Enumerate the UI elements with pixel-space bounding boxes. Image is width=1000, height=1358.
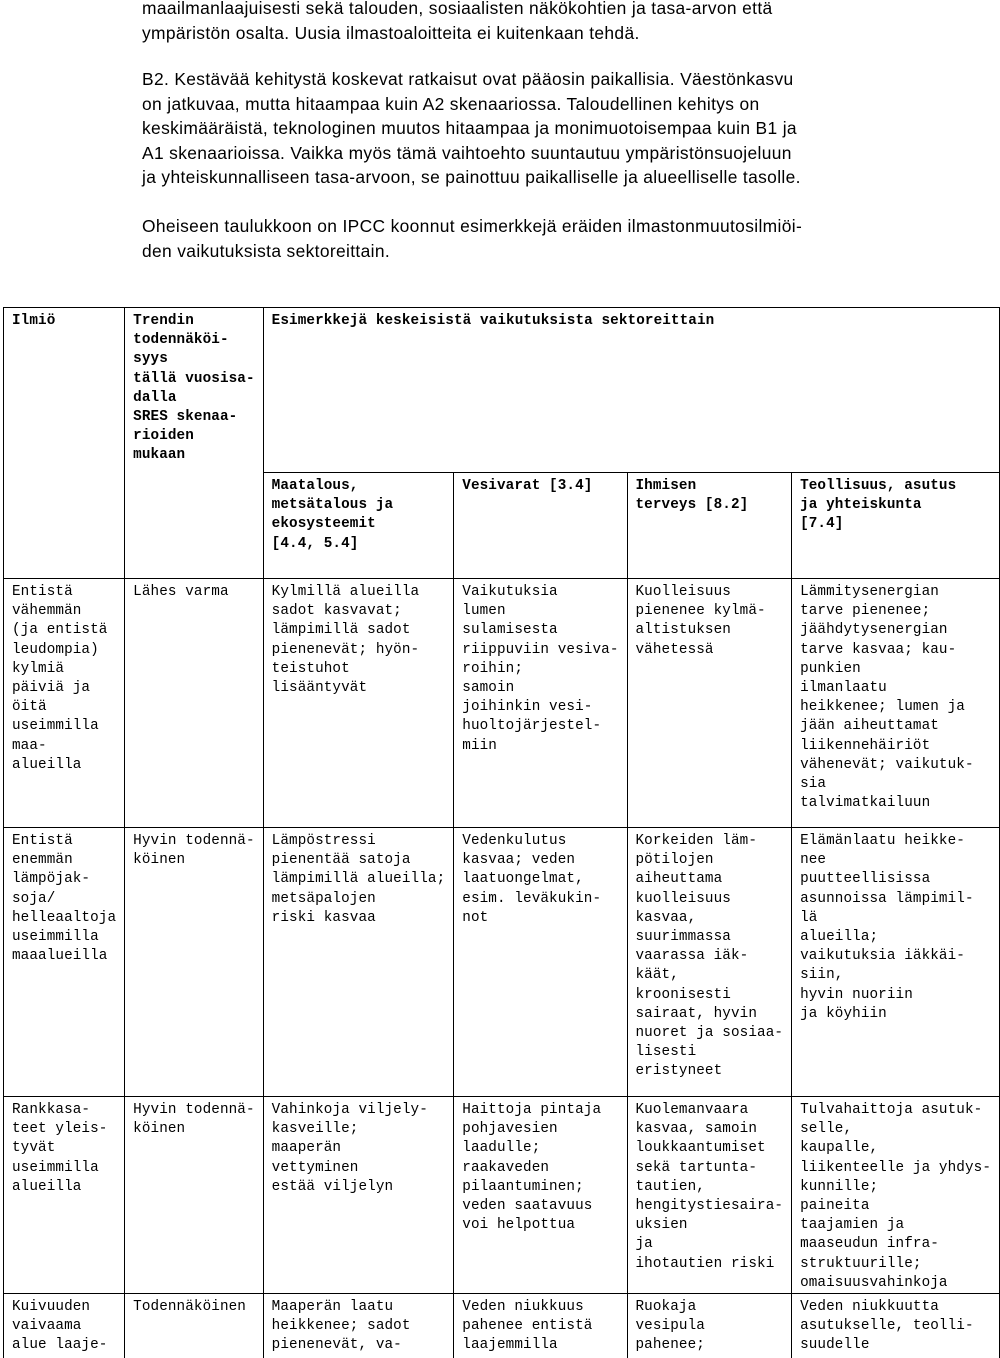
row-health	[627, 579, 792, 828]
cell-line: Elämänlaatu heikke-	[800, 833, 965, 849]
row-health	[627, 1097, 792, 1294]
cell-line: Hyvin todennä-	[133, 833, 255, 849]
cell-line: Teollisuus, asutus	[800, 478, 957, 494]
cell-line: kuolleisuus	[635, 890, 731, 907]
cell-line: useimmilla	[12, 929, 99, 946]
text-line: B2. Kestävää kehitystä koskevat ratkaisut ovat pääosin paikallisia. Väestönkasvu	[142, 69, 794, 89]
cell-line: raakaveden	[462, 1159, 550, 1176]
text-line: maailmanlaajuisesti sekä talouden, sosiaalisten näkökohtien ja tasa-arvon että	[142, 0, 773, 18]
cell-line: Haittoja pintaja	[462, 1102, 602, 1118]
cell-line: Veden niukkuus	[462, 1299, 584, 1316]
cell-line: eristyneet	[635, 1063, 723, 1080]
cell-line: uksien	[635, 1217, 688, 1234]
cell-line: punkien	[800, 660, 861, 677]
cell-line: vähetessä	[635, 641, 714, 658]
header-examples	[263, 308, 999, 473]
cell-line: suudelle	[800, 1337, 870, 1354]
cell-line: Rankkasa-	[12, 1102, 91, 1118]
cell-line: kasvaa,	[635, 909, 697, 926]
cell-line: vesipula	[635, 1318, 705, 1335]
cell-line: Hyvin todennä-	[133, 1102, 255, 1118]
cell-line: sulamisesta	[462, 622, 558, 639]
cell-line: esim. leväkukin-	[462, 890, 602, 907]
cell-line: lumen	[462, 603, 506, 620]
cell-line: riippuviin vesiva-	[462, 641, 619, 658]
cell-line: Lähes varma	[133, 584, 229, 600]
row-agriculture	[263, 1294, 454, 1358]
cell-line: jään aiheuttamat	[800, 718, 939, 735]
cell-line: pienentää satoja	[271, 852, 411, 869]
row-likelihood	[125, 1294, 264, 1358]
cell-line: useimmilla	[12, 718, 99, 735]
cell-line: lämpimillä alueilla;	[271, 871, 446, 888]
cell-line: terveys [8.2]	[635, 497, 749, 514]
sector-water	[454, 473, 627, 579]
cell-line: Kuivuuden	[12, 1299, 91, 1316]
row-industry	[792, 828, 1000, 1097]
row-agriculture	[263, 828, 454, 1097]
row-water	[454, 1294, 627, 1358]
cell-line: Lämmitysenergian	[800, 584, 939, 600]
cell-line: alueilla	[12, 1178, 82, 1195]
header-blank-2	[125, 473, 264, 579]
cell-line: lämpöjak-	[12, 871, 91, 888]
cell-line: Entistä	[12, 584, 73, 600]
row-phenomenon	[4, 1097, 125, 1294]
cell-line: öitä	[12, 699, 47, 716]
row-agriculture	[263, 1097, 454, 1294]
cell-line: metsäpalojen	[271, 890, 376, 907]
row-phenomenon	[4, 1294, 125, 1358]
cell-line: kroonisesti	[635, 986, 731, 1003]
cell-line: lä	[800, 909, 818, 926]
cell-line: mukaan	[133, 447, 186, 464]
cell-line: teet yleis-	[12, 1121, 108, 1138]
cell-line: kasvaa; veden	[462, 852, 576, 869]
text-line: A1 skenaarioissa. Vaikka myös tämä vaihtoehto suuntautuu ympäristönsuojeluun	[142, 142, 792, 163]
cell-line: rioiden	[133, 428, 194, 445]
cell-line: roihin;	[462, 660, 524, 677]
cell-line: maaseudun infra-	[800, 1236, 939, 1253]
cell-line: lisesti	[635, 1044, 697, 1061]
cell-line: selle,	[800, 1121, 853, 1138]
table-row	[4, 828, 1000, 1097]
row-phenomenon	[4, 579, 125, 828]
cell-line: heikkenee; lumen ja	[800, 699, 965, 716]
cell-line: Tulvahaittoja asutuk-	[800, 1102, 983, 1118]
cell-line: not	[462, 909, 489, 926]
cell-line: sairaat, hyvin	[635, 1005, 758, 1022]
cell-line: joihinkin vesi-	[462, 699, 593, 716]
cell-line: käät,	[635, 967, 679, 984]
cell-line: huoltojärjestel-	[462, 718, 602, 735]
cell-line: [4.4, 5.4]	[271, 535, 359, 552]
row-water	[454, 828, 627, 1097]
cell-line: aiheuttama	[635, 871, 723, 888]
cell-line: soja/	[12, 890, 56, 907]
cell-line: Kuolleisuus	[635, 584, 731, 600]
cell-line: tällä vuosisa-	[133, 370, 255, 387]
cell-line: miin	[462, 737, 497, 754]
cell-line: köinen	[133, 852, 186, 869]
cell-line: Maatalous,	[271, 478, 359, 494]
cell-line: päiviä ja	[12, 680, 91, 697]
row-health	[627, 828, 792, 1097]
intro-paragraph-3	[142, 214, 932, 263]
cell-line: laadulle;	[462, 1140, 541, 1157]
cell-line: liikennehäiriöt	[800, 737, 931, 754]
cell-line: taajamien ja	[800, 1217, 905, 1234]
cell-line: puutteellisissa	[800, 871, 931, 888]
cell-line: pohjavesien	[462, 1121, 558, 1138]
sector-agriculture	[263, 473, 454, 579]
cell-line: liikenteelle ja yhdys-	[800, 1159, 992, 1176]
cell-line: Vedenkulutus	[462, 833, 567, 849]
cell-line: maaperän	[271, 1140, 342, 1157]
cell-line: kasveille;	[271, 1121, 359, 1138]
row-industry	[792, 579, 1000, 828]
cell-line: Esimerkkejä keskeisistä vaikutuksista sektoreittain	[271, 313, 715, 329]
cell-line: Vaikutuksia	[462, 584, 558, 600]
cell-line: Kylmillä alueilla	[271, 584, 420, 600]
cell-line: nee	[800, 852, 827, 869]
cell-line: Ilmiö	[12, 313, 56, 329]
cell-line: syys	[133, 351, 168, 368]
cell-line: hengitystiesaira-	[635, 1198, 784, 1215]
cell-line: helleaaltoja	[12, 909, 117, 926]
text-line: ja yhteiskunnalliseen tasa-arvoon, se painottuu paikalliselle ja alueelliselle tasolle.	[142, 167, 801, 187]
header-phenomenon	[4, 308, 125, 473]
cell-line: Vesivarat [3.4]	[462, 478, 593, 494]
cell-line: riski kasvaa	[271, 909, 376, 926]
cell-line: lämpimillä sadot	[271, 622, 411, 639]
cell-line: heikkenee; sadot	[271, 1318, 411, 1335]
row-industry	[792, 1097, 1000, 1294]
cell-line: nuoret ja sosiaa-	[635, 1025, 784, 1042]
cell-line: asunnoissa lämpimil-	[800, 890, 974, 907]
cell-line: veden saatavuus	[462, 1198, 593, 1215]
cell-line: Korkeiden läm-	[635, 833, 758, 849]
text-line: on jatkuvaa, mutta hitaampaa kuin A2 skenaariossa. Taloudellinen kehitys on	[142, 93, 760, 114]
cell-line: pahenee entistä	[462, 1318, 593, 1335]
cell-line: struktuurille;	[800, 1255, 922, 1272]
cell-line: enemmän	[12, 852, 73, 869]
cell-line: Kuolemanvaara	[635, 1102, 749, 1118]
cell-line: paineita	[800, 1198, 870, 1215]
cell-line: köinen	[133, 1121, 186, 1138]
cell-line: lisääntyvät	[271, 680, 368, 697]
cell-line: sia	[800, 776, 827, 793]
row-water	[454, 1097, 627, 1294]
cell-line: tautien,	[635, 1178, 705, 1195]
cell-line: Trendin	[133, 313, 194, 329]
cell-line: ilmanlaatu	[800, 680, 887, 697]
cell-line: tyvät	[12, 1140, 56, 1157]
cell-line: siin,	[800, 967, 844, 984]
cell-line: altistuksen	[635, 622, 731, 639]
cell-line: pahenee;	[635, 1337, 705, 1354]
cell-line: alue laaje-	[12, 1337, 108, 1354]
cell-line: ihotautien riski	[635, 1255, 775, 1272]
cell-line: Ruokaja	[635, 1299, 697, 1316]
row-likelihood	[125, 1097, 264, 1294]
cell-line: ja köyhiin	[800, 1005, 887, 1022]
cell-line: kaupalle,	[800, 1140, 879, 1157]
cell-line: ekosysteemit	[271, 516, 376, 533]
cell-line: vettyminen	[271, 1159, 359, 1176]
intro-paragraph-2	[142, 67, 932, 190]
cell-line: Entistä	[12, 833, 73, 849]
intro-paragraph-1	[142, 0, 932, 45]
cell-line: vaivaama	[12, 1318, 82, 1335]
row-water	[454, 579, 627, 828]
cell-line: sekä tartunta-	[635, 1159, 758, 1176]
cell-line: pienenevät, va-	[271, 1337, 402, 1354]
table-row	[4, 1294, 1000, 1358]
table-row	[4, 1097, 1000, 1294]
cell-line: Vahinkoja viljely-	[271, 1102, 428, 1118]
cell-line: suurimmassa	[635, 929, 731, 946]
cell-line: omaisuusvahinkoja	[800, 1274, 948, 1291]
cell-line: alueilla	[12, 756, 82, 773]
cell-line: ja	[635, 1236, 653, 1253]
cell-line: alueilla;	[800, 929, 879, 946]
cell-line: maa-	[12, 737, 47, 754]
text-line: keskimääräistä, teknologinen muutos hitaampaa ja monimuotoisempaa kuin B1 ja	[142, 118, 797, 138]
cell-line: kylmiä	[12, 660, 65, 677]
cell-line: metsätalous ja	[271, 497, 394, 514]
cell-line: vaarassa iäk-	[635, 948, 749, 965]
text-line: den vaikutuksista sektoreittain.	[142, 240, 391, 261]
cell-line: useimmilla	[12, 1159, 99, 1176]
cell-line: asutukselle, teolli-	[800, 1318, 974, 1335]
cell-line: ja yhteiskunta	[800, 497, 922, 514]
cell-line: (ja entistä	[12, 622, 108, 639]
cell-line: maaalueilla	[12, 948, 108, 965]
cell-line: pötilojen	[635, 852, 714, 869]
cell-line: vähenevät; vaikutuk-	[800, 756, 974, 773]
cell-line: hyvin nuoriin	[800, 986, 913, 1003]
cell-line: pilaantuminen;	[462, 1178, 584, 1195]
cell-line: sadot kasvavat;	[271, 603, 402, 620]
text-line: Oheiseen taulukkoon on IPCC koonnut esimerkkejä eräiden ilmastonmuutosilmiöi-	[142, 216, 803, 236]
cell-line: Veden niukkuutta	[800, 1299, 939, 1316]
table-row	[4, 579, 1000, 828]
cell-line: laatuongelmat,	[462, 871, 584, 888]
cell-line: teistuhot	[271, 660, 350, 677]
cell-line: laajemmilla	[462, 1337, 558, 1354]
cell-line: estää viljelyn	[271, 1178, 394, 1195]
row-likelihood	[125, 579, 264, 828]
header-likelihood	[125, 308, 264, 473]
climate-impacts-table	[3, 307, 1000, 1358]
cell-line: vähemmän	[12, 603, 82, 620]
row-industry	[792, 1294, 1000, 1358]
cell-line: tarve pienenee;	[800, 603, 931, 620]
cell-line: pienenevät; hyön-	[271, 641, 420, 658]
row-likelihood	[125, 828, 264, 1097]
sector-health	[627, 473, 792, 579]
cell-line: Ihmisen	[635, 478, 697, 494]
row-agriculture	[263, 579, 454, 828]
cell-line: vaikutuksia iäkkäi-	[800, 948, 965, 965]
cell-line: Todennäköinen	[133, 1299, 246, 1316]
row-phenomenon	[4, 828, 125, 1097]
cell-line: [7.4]	[800, 516, 844, 533]
sector-industry	[792, 473, 1000, 579]
cell-line: kunnille;	[800, 1178, 879, 1195]
cell-line: tarve kasvaa; kau-	[800, 641, 957, 658]
cell-line: todennäköi-	[133, 332, 229, 349]
cell-line: jäähdytysenergian	[800, 622, 948, 639]
row-health	[627, 1294, 792, 1358]
cell-line: pienenee kylmä-	[635, 603, 766, 620]
header-blank-1	[4, 473, 125, 579]
text-line: ympäristön osalta. Uusia ilmastoaloitteita ei kuitenkaan tehdä.	[142, 22, 640, 43]
cell-line: leudompia)	[12, 641, 99, 658]
cell-line: samoin	[462, 680, 515, 697]
cell-line: loukkaantumiset	[635, 1140, 766, 1157]
cell-line: SRES skenaa-	[133, 409, 238, 426]
cell-line: Maaperän laatu	[271, 1299, 394, 1316]
cell-line: voi helpottua	[462, 1217, 576, 1234]
cell-line: dalla	[133, 389, 177, 406]
cell-line: kasvaa, samoin	[635, 1121, 758, 1138]
cell-line: Lämpöstressi	[271, 833, 376, 849]
cell-line: talvimatkailuun	[800, 795, 931, 812]
